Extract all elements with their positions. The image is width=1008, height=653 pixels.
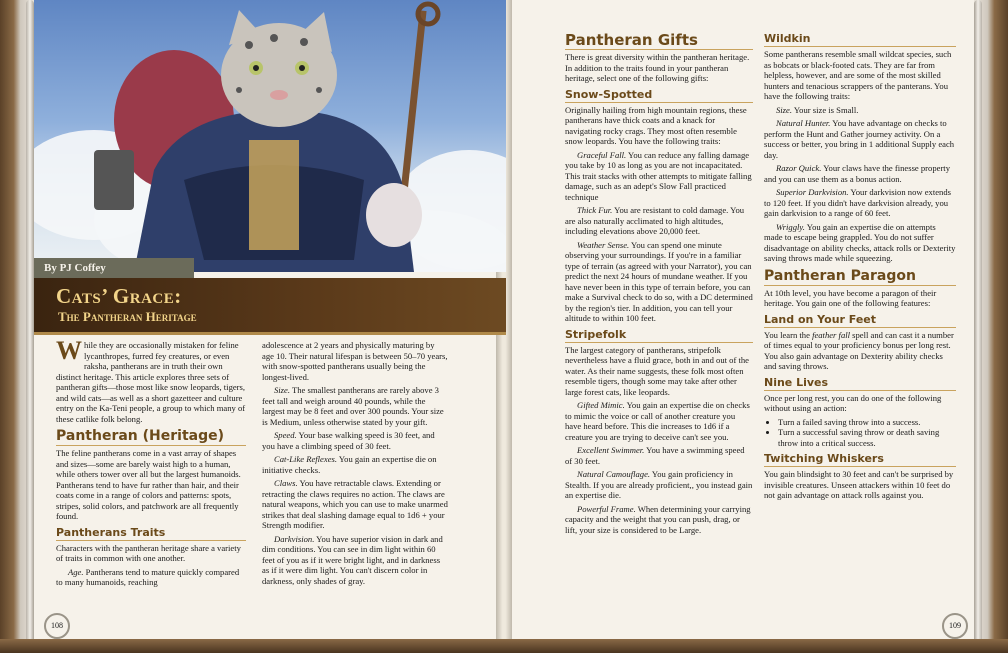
heading-nine-lives: Nine Lives [764,376,956,391]
cat-adventurer-art [34,0,506,272]
article-subtitle: The Pantheran Heritage [58,309,197,324]
heading-stripefolk: Stripefolk [565,328,753,343]
darkvision-trait [262,534,448,587]
frame-label: Powerful Frame. [577,503,636,514]
weather-trait [565,240,753,324]
paragon-text: At 10th level, you have become a paragon of their heritage. You gain one of the following features: [764,287,937,308]
hunter-label: Natural Hunter. [776,118,831,128]
fall-label: Graceful Fall. [577,149,627,160]
speed-text: Your base walking speed is 30 feet, and you have a climbing speed of 30 feet. [262,430,435,451]
camo-label: Natural Camouflage. [577,469,651,479]
heading-paragon: Pantheran Paragon [764,268,956,286]
darkvision-text: You have superior vision in dark and dim conditions. You can see in dim light within 60 feet of you as if it were bright light, and in darkness as if it were dim light. You can't discern color in darkness, only shades of gray. [262,533,443,586]
swim-text: You have a swimming speed of 30 feet. [565,445,745,466]
sdark-label: Superior Darkvision. [776,187,849,197]
wriggly-label: Wriggly. [776,221,805,232]
swim-label: Excellent Swimmer. [577,445,645,455]
left-column-2 [262,340,448,589]
wriggly-trait [764,222,956,264]
age-text: Pantherans tend to mature quickly compared to many humanoids, reaching [56,566,240,587]
darkvision-label: Darkvision. [274,533,315,544]
weather-text: You can spend one minute observing your surroundings. If you're in a familiar type of terrain (as agreed with your Narrator), you can predict the next 24 hours of mundane weather. If you have never been in this type of terrain before, you can make a Survival check to do so, with a DC determined by the region's tier. In addition, you can tell your altitude to within 100 feet. [565,239,753,323]
right-column-1 [565,28,753,538]
land-spell: feather fall [812,329,851,340]
wild-text: Some pantherans resemble small wildcat species, such as bobcats or black-footed cats. They are far from helpless, however, and are some of the most skilled hunters and tenacious scrappers of the panterans. You have the following traits: [764,49,952,101]
wsize-label: Size. [776,104,792,115]
speed-label: Speed. [274,430,297,440]
pantheran-illustration [34,0,506,272]
fall-trait [565,150,753,203]
heading-land-on-feet: Land on Your Feet [764,313,956,328]
razor-trait [764,163,956,184]
razor-label: Razor Quick. [776,163,822,173]
sdark-text: Your darkvision now extends to 120 feet. If you didn't have darkvision already, you gain darkvision to a range of 60 feet. [764,187,951,218]
heritage-text: The feline pantherans come in a vast array of shapes and sizes—some are barely waist high to a human, while others tower over all but the largest humanoids. Pantherans tend to have fur rather than hair, and their coats come in a range of colors and patterns: spots, stripes, solid colors, and patchwork are all frequently found. [56,448,241,521]
age-continued: adolescence at 2 years and physically maturing by age 10. Their natural lifespan is between 50–70 years, with snow-spotted pantherans usually being the longest-lived. [262,340,448,382]
reflex-trait [262,454,448,475]
age-label: Age. [68,566,84,577]
weather-label: Weather Sense. [577,239,630,250]
land-post: spell and can cast it a number of times equal to your proficiency bonus per long rest. You also gain advantage on Dexterity ability checks and saving throws. [764,329,954,371]
heading-snow-spotted: Snow-Spotted [565,88,753,103]
swim-trait [565,445,753,466]
stripe-text: The largest category of pantherans, stripefolk nevertheless have a fluid grace, both in and out of the water. As their name suggests, these folk most often resemble tigers, though some may take after other large forest cats, like leopards. [565,344,749,397]
wriggly-text: You gain an expertise die on attempts made to escape being grappled. You do not suffer disadvantage on ability checks, attack rolls or Dexterity saving throws made while squeezing. [764,221,956,263]
right-vine-ornament [974,0,982,653]
heading-gifts: Pantheran Gifts [565,32,753,50]
wsize-trait [764,105,956,116]
list-item: • Turn a successful saving throw or death saving throw into a critical success. [778,427,956,448]
gifts-text: There is great diversity within the pantheran heritage. In addition to the traits found in your pantheran heritage, select one of the following gifts: [565,52,750,83]
left-vine-ornament [26,0,34,653]
claws-label: Claws. [274,478,298,488]
right-column-2 [764,28,956,504]
fur-label: Thick Fur. [577,205,613,215]
fall-text: You can reduce any falling damage you take by 10 as long as you are not incapacitated. This trait stacks with other attempts to mitigate falling damage, such as an adept's Slow Fall practiced technique [565,149,752,202]
list-item: • Turn a failed saving throw into a success. [778,417,956,428]
drop-cap: W [56,336,82,365]
claws-text: You have retractable claws. Extending or retracting the claws requires no action. The claws are natural weapons, which you can use to make unarmed strikes that deal slashing damage equal to 1d6 + your Strength modifier. [262,478,448,530]
traits-text: Characters with the pantheran heritage share a variety of traits in common with one another. [56,542,241,563]
camo-text: You gain proficiency in Stealth. If you are already proficient,, you instead gain an expertise die. [565,469,753,500]
size-trait [262,385,448,427]
reflex-text: You gain an expertise die on initiative checks. [262,454,437,475]
intro-paragraph [56,336,246,424]
mimic-label: Gifted Mimic. [577,400,625,410]
claws-trait [262,478,448,531]
nine-text: Once per long rest, you can do one of the following without using an action: [764,392,942,413]
razor-text: Your claws have the finesse property and you can use them as a bonus action. [764,163,950,184]
wsize-text: Your size is Small. [792,104,859,115]
mimic-trait [565,400,753,442]
speed-trait [262,430,448,451]
nine-lives-list [778,417,956,449]
mimic-text: You gain an expertise die on checks to mimic the voice or call of another creature you have heard before. This die increases to 1d6 if a creature you are trying to deceive can't see you. [565,400,750,442]
page-number-right: 109 [942,613,968,639]
intro-text: hile they are occasionally mistaken for feline lycanthropes, furred fey creatures, or even raksha, pantherans are in truth their own distinct heritage. This article explores three sets of pantheran gifts—those most like snow leopards, tigers, and wild cats—as well as a short gazetteer and culture entry on the Ka-Teni people, a group to which many of these catlike folk belong. [56,340,246,424]
snow-text: Originally hailing from high mountain regions, these pantherans have thick coats and a knack for navigating rocky crags. They most often resemble snow leopards. You have the following traits: [565,104,747,146]
page-number-left: 108 [44,613,70,639]
frame-text: When determining your carrying capacity and the weight that you can push, drag, or lift, your size is considered to be Large. [565,503,751,535]
camo-trait [565,469,753,501]
heading-wildkin: Wildkin [764,32,956,47]
land-text [764,330,956,372]
size-text: The smallest pantherans are rarely above 3 feet tall and weigh around 40 pounds, while the largest may be 8 feet and over 300 pounds. Your size is Medium, unless otherwise stated by your gift. [262,385,444,427]
age-trait [56,567,246,588]
fur-trait [565,205,753,237]
left-column-1 [56,336,246,591]
heading-traits: Pantherans Traits [56,526,246,541]
fur-text: You are resistant to cold damage. You are also naturally acclimated to high altitudes, including elevations above 20,000 feet. [565,205,745,236]
hunter-text: You have advantage on checks to perform the Hunt and Gather journey activity. On a success or better, you bring in 1 additional Supply each day. [764,118,955,160]
byline: By PJ Coffey [34,258,194,278]
reflex-label: Cat-Like Reflexes. [274,454,337,464]
heading-heritage: Pantheran (Heritage) [56,428,246,446]
title-banner [34,278,506,335]
sdark-trait [764,187,956,219]
frame-trait [565,504,753,536]
size-label: Size. [274,385,290,395]
heading-whiskers: Twitching Whiskers [764,452,956,467]
article-title: Cats’ Grace: [56,284,182,308]
bottom-frame [0,639,1008,653]
land-pre: You learn the [764,329,813,340]
whisk-text: You gain blindsight to 30 feet and can't be surprised by invisible creatures. Unseen attackers within 10 feet do not gain advantage on attack rolls against you. [764,469,954,500]
hunter-trait [764,118,956,160]
